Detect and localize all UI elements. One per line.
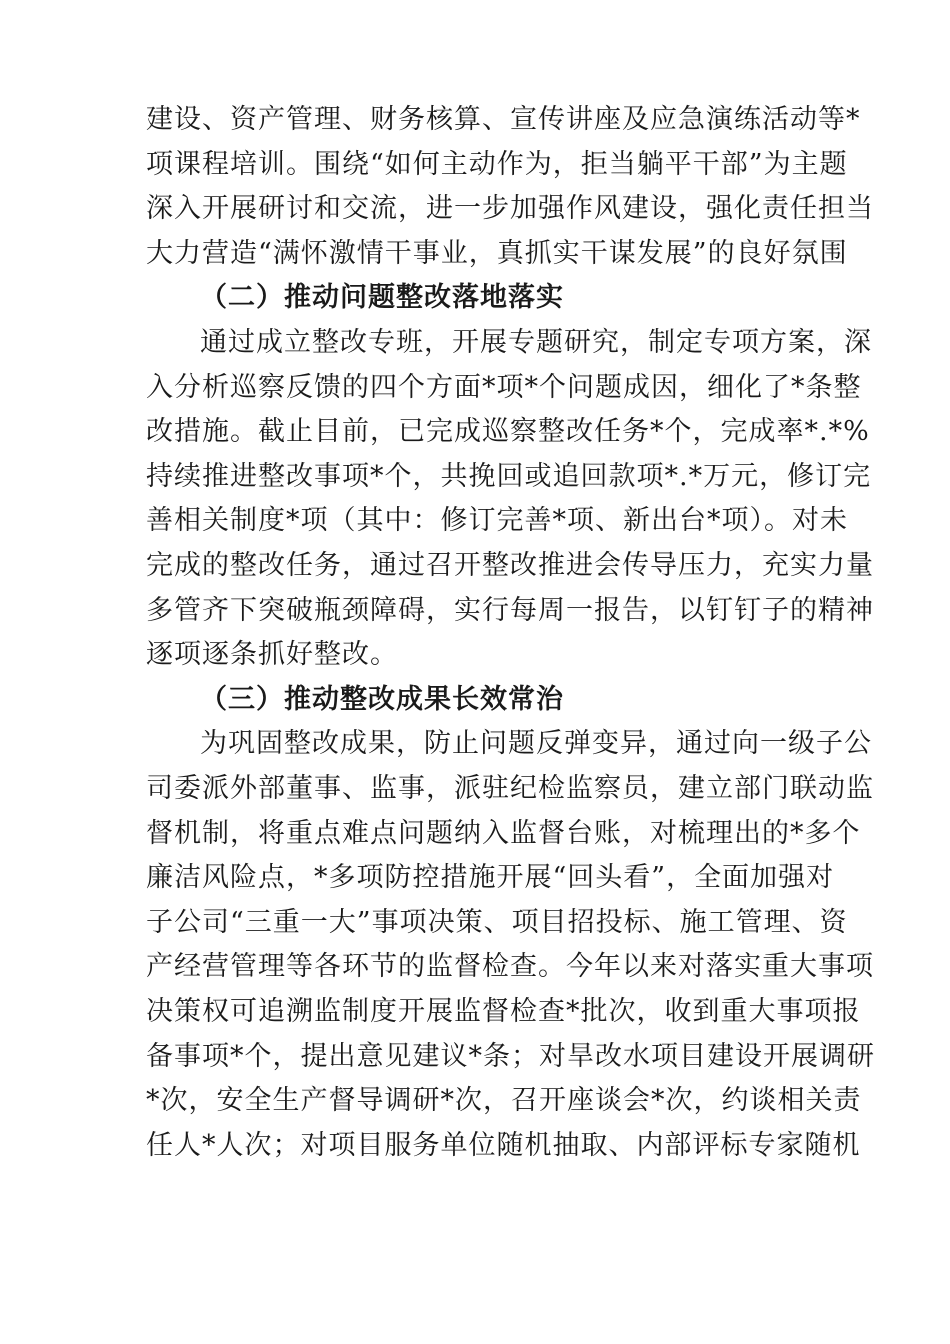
body-line: 善相关制度*项（其中：修订完善*项、新出台*项）。对未: [146, 505, 848, 537]
body-line: 任人*人次；对项目服务单位随机抽取、内部评标专家随机: [146, 1129, 861, 1161]
body-line: 子公司“三重一大”事项决策、项目招投标、施工管理、资: [146, 906, 848, 938]
body-line: 督机制，将重点难点问题纳入监督台账，对梳理出的*多个: [146, 817, 861, 849]
body-line: 决策权可追溯监制度开展监督检查*批次，收到重大事项报: [146, 996, 861, 1027]
body-line: 备事项*个，提出意见建议*条；对旱改水项目建设开展调研: [146, 1040, 875, 1072]
body-line: 深入开展研讨和交流，进一步加强作风建设，强化责任担当: [146, 193, 874, 225]
section-heading: （二）推动问题整改落地落实: [200, 282, 564, 314]
body-line: 入分析巡察反馈的四个方面*项*个问题成因，细化了*条整: [146, 371, 862, 403]
body-line: 改措施。截止目前，已完成巡察整改任务*个，完成率*.*%: [146, 416, 870, 448]
body-line: 司委派外部董事、监事，派驻纪检监察员，建立部门联动监: [146, 773, 874, 804]
paragraph-first-line: 为巩固整改成果，防止问题反弹变异，通过向一级子公: [200, 728, 872, 760]
body-line: 多管齐下突破瓶颈障碍，实行每周一报告，以钉钉子的精神: [146, 594, 874, 626]
body-line: 项课程培训。围绕“如何主动作为，拒当躺平干部”为主题: [146, 148, 848, 180]
paragraph-last-line: 逐项逐条抓好整改。: [146, 639, 398, 671]
body-line: *次，安全生产督导调研*次，召开座谈会*次，约谈相关责: [146, 1085, 862, 1117]
body-line: 廉洁风险点，*多项防控措施开展“回头看”，全面加强对: [146, 862, 835, 894]
body-line: 建设、资产管理、财务核算、宣传讲座及应急演练活动等*: [146, 104, 861, 135]
paragraph-first-line: 通过成立整改专班，开展专题研究，制定专项方案，深: [200, 327, 872, 358]
section-heading: （三）推动整改成果长效常治: [200, 683, 564, 715]
body-line: 产经营管理等各环节的监督检查。今年以来对落实重大事项: [146, 951, 874, 983]
body-line: 大力营造“满怀激情干事业，真抓实干谋发展”的良好氛围: [146, 237, 848, 269]
body-line: 持续推进整改事项*个，共挽回或追回款项*.*万元，修订完: [146, 460, 872, 492]
body-line: 完成的整改任务，通过召开整改推进会传导压力，充实力量: [146, 550, 874, 581]
